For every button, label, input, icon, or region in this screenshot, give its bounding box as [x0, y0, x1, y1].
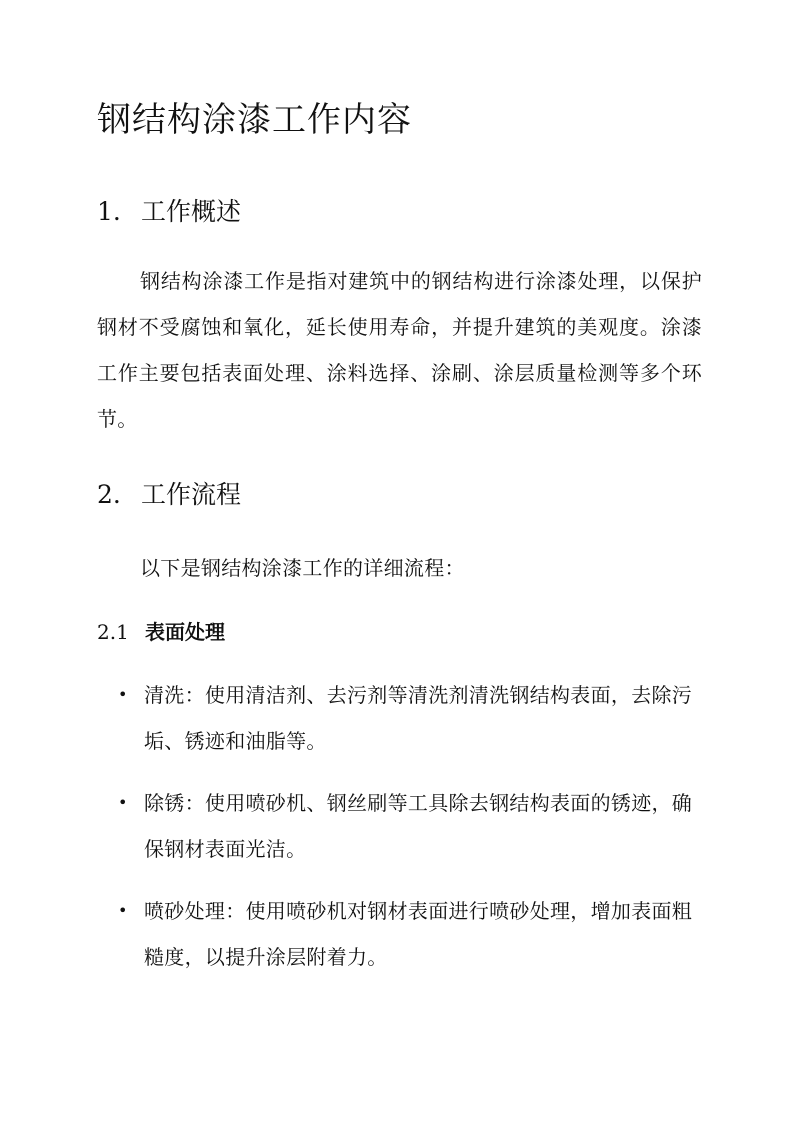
list-item [118, 780, 698, 872]
section-heading-workflow [97, 477, 241, 513]
bullet-icon: • [118, 901, 128, 920]
section-heading-overview [97, 194, 241, 230]
bullet-icon: • [118, 793, 128, 812]
subsection-number: 2.1 [97, 620, 129, 644]
list-item [118, 672, 698, 764]
document-title: 钢结构涂漆工作内容 [97, 100, 412, 140]
subsection-title: 表面处理 [145, 620, 225, 644]
list-item-text: 清洗：使用清洁剂、去污剂等清洗剂清洗钢结构表面，去除污垢、锈迹和油脂等。 [144, 683, 693, 753]
list-item-text: 喷砂处理：使用喷砂机对钢材表面进行喷砂处理，增加表面粗糙度，以提升涂层附着力。 [144, 899, 693, 969]
section-number: 2. [97, 480, 121, 509]
subsection-heading-surface-treatment [97, 617, 225, 647]
list-item-text: 除锈：使用喷砂机、钢丝刷等工具除去钢结构表面的锈迹，确保钢材表面光洁。 [144, 791, 693, 861]
section-title: 工作流程 [141, 480, 242, 509]
surface-treatment-list [118, 672, 698, 996]
overview-paragraph: 钢结构涂漆工作是指对建筑中的钢结构进行涂漆处理，以保护钢材不受腐蚀和氧化，延长使用寿命，并提升建筑的美观度。涂漆工作主要包括表面处理、涂料选择、涂刷、涂层质量检测等多个环节。 [97, 269, 702, 431]
bullet-icon: • [118, 685, 128, 704]
section-number: 1. [97, 197, 121, 226]
list-item [118, 888, 698, 980]
section-title: 工作概述 [141, 197, 242, 226]
workflow-intro-paragraph: 以下是钢结构涂漆工作的详细流程： [140, 556, 465, 580]
